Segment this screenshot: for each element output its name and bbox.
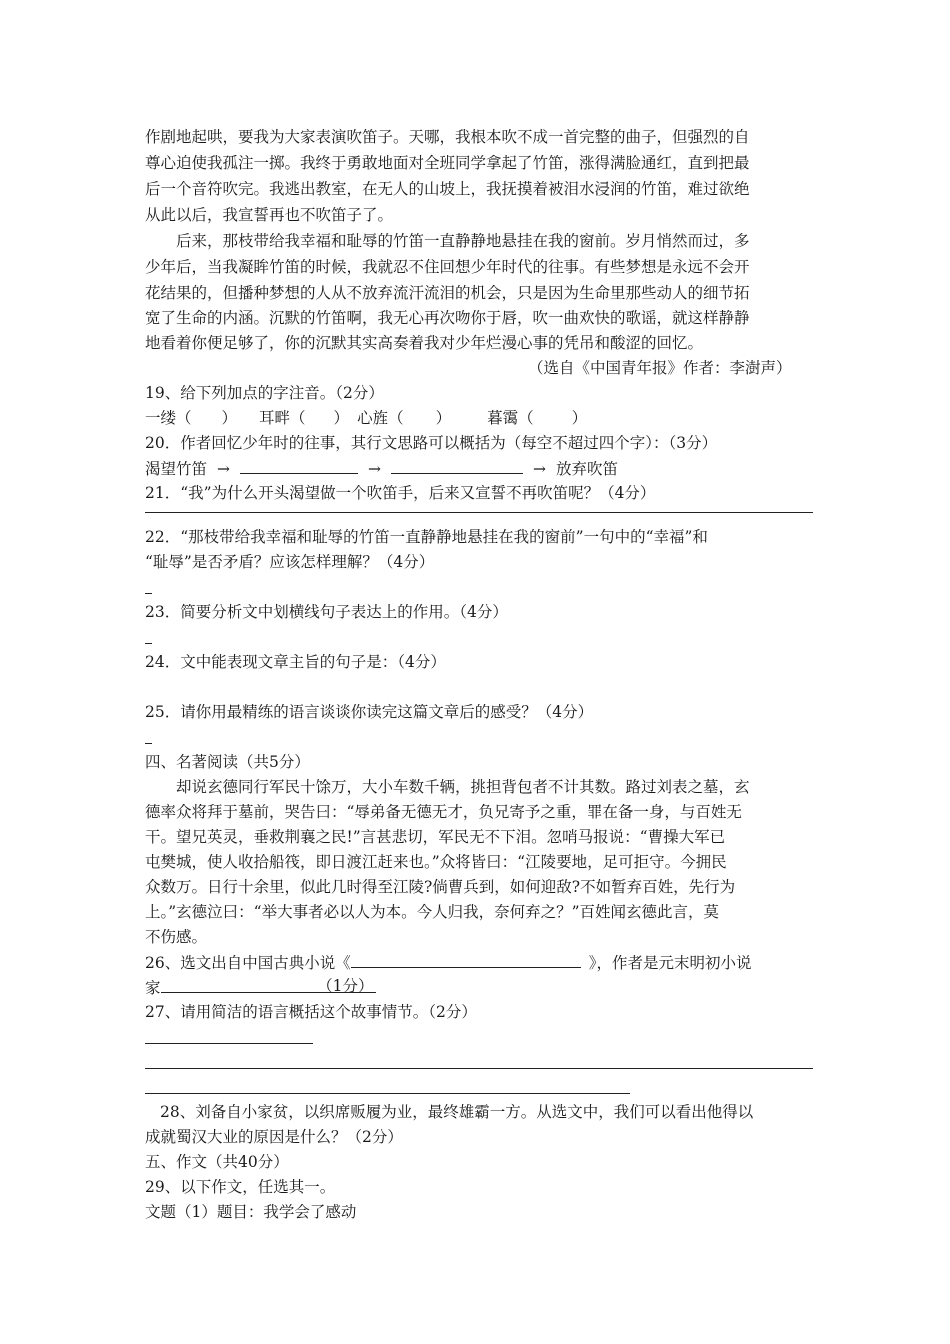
q19-title: 19、给下列加点的字注音。（2分）: [145, 384, 384, 402]
section-5-title: 五、作文（共40分）: [145, 1153, 289, 1171]
q20-flow: [145, 458, 618, 479]
answer-mark: [145, 643, 152, 644]
q20-end: 放弃吹笛: [556, 460, 619, 478]
q19-items: 一缕（ ） 耳畔（ ） 心旌（ ） 暮霭（ ）: [145, 409, 588, 427]
q21-title: 21．“我”为什么开头渴望做一个吹笛手，后来又宣誓不再吹笛呢？（4分）: [145, 484, 656, 502]
story-line: 地看着你便足够了，你的沉默其实高奏着我对少年烂漫心事的凭吊和酸涩的回忆。: [145, 334, 704, 352]
q25-title: 25．请你用最精练的语言谈谈你读完这篇文章后的感受？（4分）: [145, 703, 594, 721]
q29-title: 29、以下作文，任选其一。: [145, 1178, 336, 1196]
passage-line: 不伤感。: [145, 928, 208, 946]
q29-topic-1: 文题（1）题目：我学会了感动: [145, 1203, 357, 1221]
q28-line: 成就蜀汉大业的原因是什么？（2分）: [145, 1128, 403, 1146]
passage-line: 干。望兄英灵，垂救荆襄之民!”言甚悲切，军民无不下泪。忽哨马报说：“曹操大军已: [145, 828, 726, 846]
q20-title: 20．作者回忆少年时的往事，其行文思路可以概括为（每空不超过四个字）：（3分）: [145, 434, 718, 452]
story-line: 少年后，当我凝眸竹笛的时候，我就忍不住回想少年时代的往事。有些梦想是永远不会开: [145, 258, 750, 276]
arrow-icon: →: [533, 460, 547, 478]
section-4-title: 四、名著阅读（共5分）: [145, 753, 310, 771]
answer-line[interactable]: [145, 1043, 313, 1044]
story-line: 宽了生命的内涵。沉默的竹笛啊，我无心再次吻你于唇，吹一曲欢快的歌谣，就这样静静: [145, 309, 750, 327]
passage-line: 却说玄德同行军民十馀万，大小车数千辆，挑担背包者不计其数。路过刘表之墓，玄: [176, 778, 750, 796]
story-line: 尊心迫使我孤注一掷。我终于勇敢地面对全班同学拿起了竹笛，涨得满脸通红，直到把最: [145, 154, 750, 172]
story-line: 作剧地起哄，要我为大家表演吹笛子。天哪，我根本吹不成一首完整的曲子，但强烈的自: [145, 128, 750, 146]
story-line: 从此以后，我宣誓再也不吹笛子了。: [145, 206, 394, 224]
passage-line: 上。”玄德泣曰：“举大事者必以人为本。今人归我，奈何弃之？”百姓闻玄德此言，莫: [145, 903, 720, 921]
passage-line: 屯樊城，使人收拾船筏，即日渡江赶来也。”众将皆曰：“江陵要地，足可拒守。今拥民: [145, 853, 727, 871]
answer-line[interactable]: [145, 1093, 630, 1094]
q19-item: 暮霭（: [487, 409, 534, 427]
passage-line: 众数万。日行十余里，似此几时得至江陵?倘曹兵到，如何迎敌?不如暂弃百姓，先行为: [145, 878, 736, 896]
q22-line: “耻辱”是否矛盾？应该怎样理解？（4分）: [145, 553, 435, 571]
q24-title: 24．文中能表现文章主旨的句子是：（4分）: [145, 653, 446, 671]
q23-title: 23．简要分析文中划横线句子表达上的作用。（4分）: [145, 603, 508, 621]
answer-mark: [145, 743, 152, 744]
q20-blank-1[interactable]: [240, 458, 358, 474]
q28-line: 28、刘备自小家贫，以织席贩履为业，最终雄霸一方。从选文中，我们可以看出他得以: [160, 1103, 754, 1121]
q27-title: 27、请用简洁的语言概括这个故事情节。（2分）: [145, 1003, 477, 1021]
q26-book-blank[interactable]: [351, 952, 581, 968]
answer-mark: [145, 593, 152, 594]
arrow-icon: →: [368, 460, 382, 478]
answer-line[interactable]: [145, 1068, 813, 1069]
q22-line: 22．“那枝带给我幸福和耻辱的竹笛一直静静地悬挂在我的窗前”一句中的“幸福”和: [145, 528, 708, 546]
story-source: （选自《中国青年报》作者：李澍声）: [528, 359, 792, 377]
arrow-icon: →: [217, 460, 231, 478]
q26-line-1: 26、选文出自中国古典小说《 》，作者是元末明初小说: [145, 954, 752, 972]
q20-blank-2[interactable]: [391, 458, 523, 474]
q19-item: 一缕（: [145, 409, 192, 427]
answer-line[interactable]: [145, 512, 813, 513]
q26-line-2: 家 （1分）: [145, 977, 374, 997]
story-line: 后来，那枝带给我幸福和耻辱的竹笛一直静静地悬挂在我的窗前。岁月悄然而过，多: [176, 232, 750, 250]
q26-author-blank[interactable]: （1分）: [161, 977, 376, 993]
q19-item: 心旌（: [357, 409, 404, 427]
q19-item: 耳畔（: [259, 409, 306, 427]
story-line: 花结果的，但播种梦想的人从不放弃流汗流泪的机会，只是因为生命里那些动人的细节拓: [145, 284, 750, 302]
q20-start: 渴望竹笛: [145, 460, 208, 478]
passage-line: 德率众将拜于墓前，哭告曰：“辱弟备无德无才，负兄寄予之重，罪在备一身，与百姓无: [145, 803, 742, 821]
story-line: 后一个音符吹完。我逃出教室，在无人的山坡上，我抚摸着被泪水浸润的竹笛，难过欲绝: [145, 180, 750, 198]
